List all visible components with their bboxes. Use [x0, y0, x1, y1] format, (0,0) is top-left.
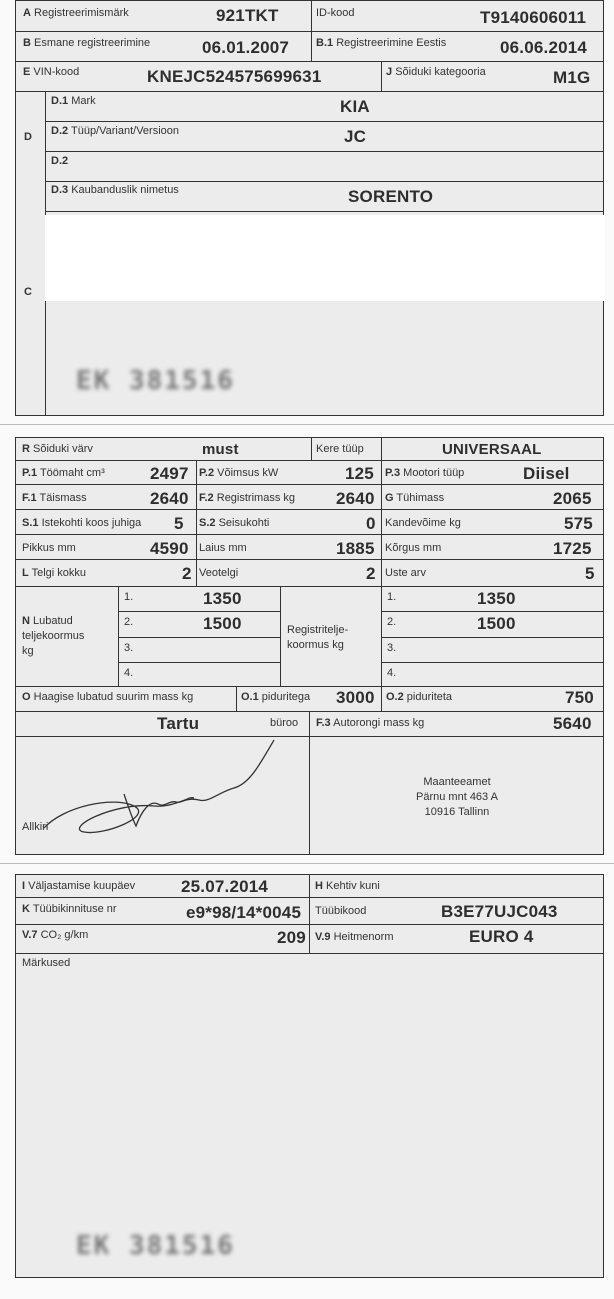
rule [280, 586, 281, 686]
type-approval-number: e9*98/14*0045 [186, 903, 302, 922]
field-g-label: G Tühimass [385, 492, 445, 504]
field-n-label-3: kg [22, 645, 34, 657]
rule [381, 611, 603, 612]
rule [16, 586, 603, 587]
height-value: 1725 [553, 539, 592, 558]
redacted-owner-area [45, 215, 605, 301]
rule [16, 484, 603, 485]
registered-mass: 2640 [336, 489, 375, 508]
section-d-letter: D [24, 131, 32, 143]
field-f2-label: F.2 Registrimass kg [199, 492, 295, 504]
seats: 5 [174, 514, 184, 533]
remarks-label: Märkused [22, 957, 71, 969]
axle-count: 2 [182, 564, 192, 583]
door-count-value: 5 [585, 564, 595, 583]
axle-number-4: 4. [124, 667, 134, 679]
field-o1-label: O.1 piduritega [241, 691, 311, 703]
field-d2b-label: D.2 [51, 155, 69, 167]
field-d2-label: D.2 Tüüp/Variant/Versioon [51, 125, 180, 137]
field-b1-label: B.1 Registreerimine Eestis [316, 37, 447, 49]
field-v7-label: V.7 CO₂ g/km [22, 929, 89, 941]
issue-date: 25.07.2014 [181, 877, 269, 896]
signature-label: Allkiri [22, 821, 49, 833]
body-type-label: Kere tüüp [316, 443, 364, 455]
approval-panel [15, 874, 604, 1278]
field-n-label-2: teljekoormus [22, 630, 85, 642]
train-mass: 5640 [553, 714, 592, 733]
width-label: Laius mm [199, 542, 247, 554]
gross-mass: 2640 [150, 489, 189, 508]
fold-line [0, 424, 614, 425]
field-p1-label: P.1 Töömaht cm³ [22, 467, 105, 479]
body-type-value: UNIVERSAAL [442, 441, 542, 458]
field-j-label: J Sõiduki kategooria [386, 66, 486, 78]
document-serial-number-bottom: EK 381516 [76, 1231, 235, 1261]
field-n-label: N Lubatud [22, 615, 73, 627]
rule [118, 611, 280, 612]
authority-city: 10916 Tallinn [424, 806, 490, 818]
rule [118, 637, 280, 638]
driven-axles-label: Veotelgi [199, 567, 239, 579]
field-h-label: H Kehtiv kuni [315, 880, 380, 892]
field-f3-label: F.3 Autorongi mass kg [316, 717, 425, 729]
vehicle-identification-panel [15, 0, 604, 416]
field-i-label: I Väljastamise kuupäev [22, 880, 136, 892]
field-r-label: R Sõiduki värv [22, 443, 93, 455]
rule [16, 61, 603, 62]
rule [311, 1, 312, 61]
id-code-value: T9140606011 [480, 8, 587, 27]
length-value: 4590 [150, 539, 189, 558]
rule [381, 686, 382, 711]
axle-number-1: 1. [124, 591, 134, 603]
rule [45, 121, 603, 122]
field-v9-label: V.9 Heitmenorm [315, 931, 394, 943]
rule [16, 953, 603, 954]
rule [118, 586, 119, 686]
rule [236, 686, 237, 711]
field-d1-label: D.1 Mark [51, 95, 96, 107]
vehicle-category: M1G [553, 68, 591, 87]
field-o-label: O Haagise lubatud suurim mass kg [22, 691, 194, 703]
rule [309, 875, 310, 953]
engine-displacement: 2497 [150, 464, 189, 483]
rule [16, 686, 603, 687]
field-s2-label: S.2 Seisukohti [199, 517, 270, 529]
braked-trailer-mass: 3000 [336, 688, 375, 707]
authority-street: Pärnu mnt 463 A [416, 791, 498, 803]
type-code-value: B3E77UJC043 [441, 902, 558, 921]
field-l-label: L Telgi kokku [22, 567, 87, 579]
registered-axle-load-1: 1350 [477, 589, 516, 608]
office-label: büroo [270, 717, 299, 729]
door-count-label: Uste arv [385, 567, 426, 579]
vin-code: KNEJC524575699631 [147, 67, 322, 86]
rule [381, 61, 382, 91]
rule [45, 181, 603, 182]
rule [16, 534, 603, 535]
driven-axles-value: 2 [366, 564, 376, 583]
field-b-label: B Esmane registreerimine [23, 37, 151, 49]
rule [381, 662, 603, 663]
estonia-registration-date: 06.06.2014 [500, 38, 588, 57]
vehicle-make: KIA [340, 97, 370, 116]
field-d3-label: D.3 Kaubanduslik nimetus [51, 184, 179, 196]
payload-label: Kandevõime kg [385, 517, 461, 529]
emission-standard: EURO 4 [469, 927, 534, 946]
rule [118, 662, 280, 663]
vehicle-color: must [202, 441, 239, 458]
field-e-label: E VIN-kood [23, 66, 80, 78]
registered-axle-load-label-2: koormus kg [287, 639, 344, 651]
rule [16, 559, 603, 560]
payload-value: 575 [564, 514, 593, 533]
axle-number-3: 3. [124, 642, 134, 654]
field-s1-label: S.1 Istekohti koos juhiga [22, 517, 142, 529]
field-p3-label: P.3 Mootori tüüp [385, 467, 465, 479]
length-label: Pikkus mm [22, 542, 76, 554]
rule [45, 151, 603, 152]
fold-line [0, 863, 614, 864]
issuing-authority [310, 775, 604, 820]
vehicle-type: JC [344, 127, 367, 146]
authority-name: Maanteeamet [423, 776, 491, 788]
document-serial-number: EK 381516 [76, 366, 235, 396]
width-value: 1885 [336, 539, 375, 558]
permitted-axle-load-2: 1500 [203, 614, 242, 633]
commercial-name: SORENTO [348, 187, 434, 206]
signature-mark [24, 736, 304, 846]
empty-mass: 2065 [553, 489, 592, 508]
field-o2-label: O.2 piduriteta [386, 691, 453, 703]
rule [196, 460, 197, 586]
engine-power: 125 [345, 464, 374, 483]
registered-axle-load-label: Registritelje- [287, 624, 349, 636]
rule [16, 509, 603, 510]
registration-number: 921TKT [216, 6, 279, 25]
field-p2-label: P.2 Võimsus kW [199, 467, 279, 479]
axle-number-2: 2. [124, 616, 134, 628]
rule [16, 91, 603, 92]
co2-emission: 209 [277, 928, 306, 947]
rule [381, 637, 603, 638]
permitted-axle-load-1: 1350 [203, 589, 242, 608]
rule [381, 438, 382, 686]
section-c-letter: C [24, 286, 32, 298]
type-code-label: Tüübikood [315, 905, 367, 917]
height-label: Kõrgus mm [385, 542, 442, 554]
standing-places: 0 [366, 514, 376, 533]
rule [45, 211, 603, 212]
id-code-label: ID-kood [316, 7, 355, 19]
reg-axle-number-1: 1. [387, 591, 397, 603]
reg-axle-number-4: 4. [387, 667, 397, 679]
unbraked-trailer-mass: 750 [565, 688, 594, 707]
technical-data-panel [15, 437, 604, 855]
registered-axle-load-2: 1500 [477, 614, 516, 633]
reg-axle-number-2: 2. [387, 616, 397, 628]
field-a-label: A Registreerimismärk [23, 7, 129, 19]
rule [311, 438, 312, 460]
field-f1-label: F.1 Täismass [22, 492, 87, 504]
rule [16, 460, 603, 461]
reg-axle-number-3: 3. [387, 642, 397, 654]
first-registration-date: 06.01.2007 [202, 38, 290, 57]
issuing-office: Tartu [157, 714, 200, 733]
engine-type: Diisel [523, 464, 570, 483]
field-k-label: K Tüübikinnituse nr [22, 903, 117, 915]
rule [16, 31, 603, 32]
